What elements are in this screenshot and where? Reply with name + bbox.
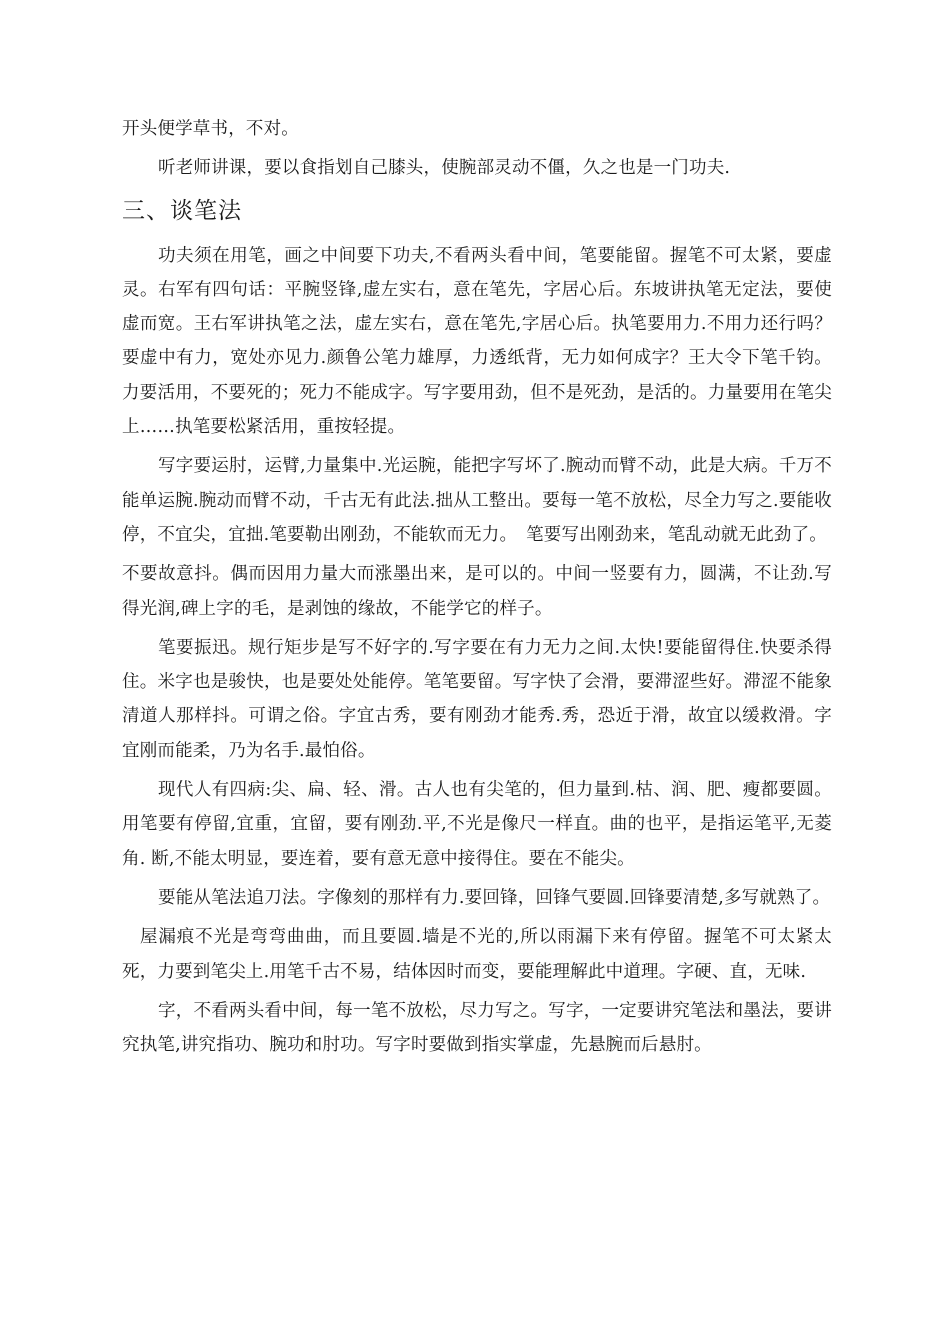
paragraph-four-faults: 现代人有四病:尖、扁、轻、滑。古人也有尖笔的，但力量到.枯、润、肥、瘦都要圆。用笔要有停留,宜重，宜留，要有刚劲.平,不光是像尺一样直。曲的也平，是指运笔平,无菱角. 断,不能太明显，要连着，要有意无意中接得住。要在不能尖。 bbox=[122, 780, 832, 869]
paragraph-teacher-lecture: 听老师讲课，要以食指划自己膝头，使腕部灵动不僵，久之也是一门功夫. bbox=[158, 158, 731, 179]
paragraph-knife-technique: 要能从笔法追刀法。字像刻的那样有力.要回锋，回锋气要圆.回锋要清楚,多写就熟了。 bbox=[158, 887, 831, 908]
paragraph-finger-wrist-elbow: 字，不看两头看中间，每一笔不放松，尽力写之。写字，一定要讲究笔法和墨法，要讲究执笔,讲究指功、腕功和肘功。写字时要做到指实掌虚，先悬腕而后悬肘。 bbox=[122, 1000, 832, 1056]
paragraph-elbow-movement: 写字要运肘，运臂,力量集中.光运腕，能把字写坏了.腕动而臂不动，此是大病。千万不能单运腕.腕动而臂不动，千古无有此法.拙从工整出。要每一笔不放松，尽全力写之.要能收停，不宜尖，宜拙.笔要勒出刚劲，不能软而无力。 笔要写出刚劲来，笔乱动就无此劲了。 bbox=[122, 456, 832, 545]
section-heading-brush-technique: 三、谈笔法 bbox=[122, 197, 242, 224]
paragraph-cursive-note: 开头便学草书，不对。 bbox=[122, 119, 299, 139]
paragraph-no-trembling: 不要故意抖。偶而因用力量大而涨墨出来，是可以的。中间一竖要有力，圆满，不让劲.写得光润,碑上字的毛，是剥蚀的缘故，不能学它的样子。 bbox=[122, 564, 832, 619]
document-body bbox=[122, 112, 832, 1067]
paragraph-brush-holding: 功夫须在用笔，画之中间要下功夫,不看两头看中间，笔要能留。握笔不可太紧，要虚灵。右军有四句话：平腕竖锋,虚左实右，意在笔先，字居心后。东坡讲执笔无定法，要使虚而宽。王右军讲执笔之法，虚左实右，意在笔先,字居心后。执笔要用力.不用力还行吗？要虚中有力，宽处亦见力.颜鲁公笔力雄厚，力透纸背，无力如何成字？王大令下笔千钧。力要活用，不要死的；死力不能成字。写字要用劲，但不是死劲，是活的。力量要用在笔尖上……执笔要松紧活用，重按轻提。 bbox=[122, 245, 832, 438]
paragraph-roof-leak-trace: 屋漏痕不光是弯弯曲曲，而且要圆.墙是不光的,所以雨漏下来有停留。握笔不可太紧太死，力要到笔尖上.用笔千古不易，结体因时而变，要能理解此中道理。字硬、直，无味. bbox=[122, 927, 832, 982]
paragraph-brush-speed: 笔要振迅。规行矩步是写不好字的.写字要在有力无力之间.太快!要能留得住.快要杀得住。米字也是骏快，也是要处处能停。笔笔要留。写字快了会滑，要滞涩些好。滞涩不能象清道人那样抖。可谓之俗。字宜古秀，要有刚劲才能秀.秀，恐近于滑，故宜以缓救滑。字宜刚而能柔，乃为名手.最怕俗。 bbox=[122, 637, 832, 761]
